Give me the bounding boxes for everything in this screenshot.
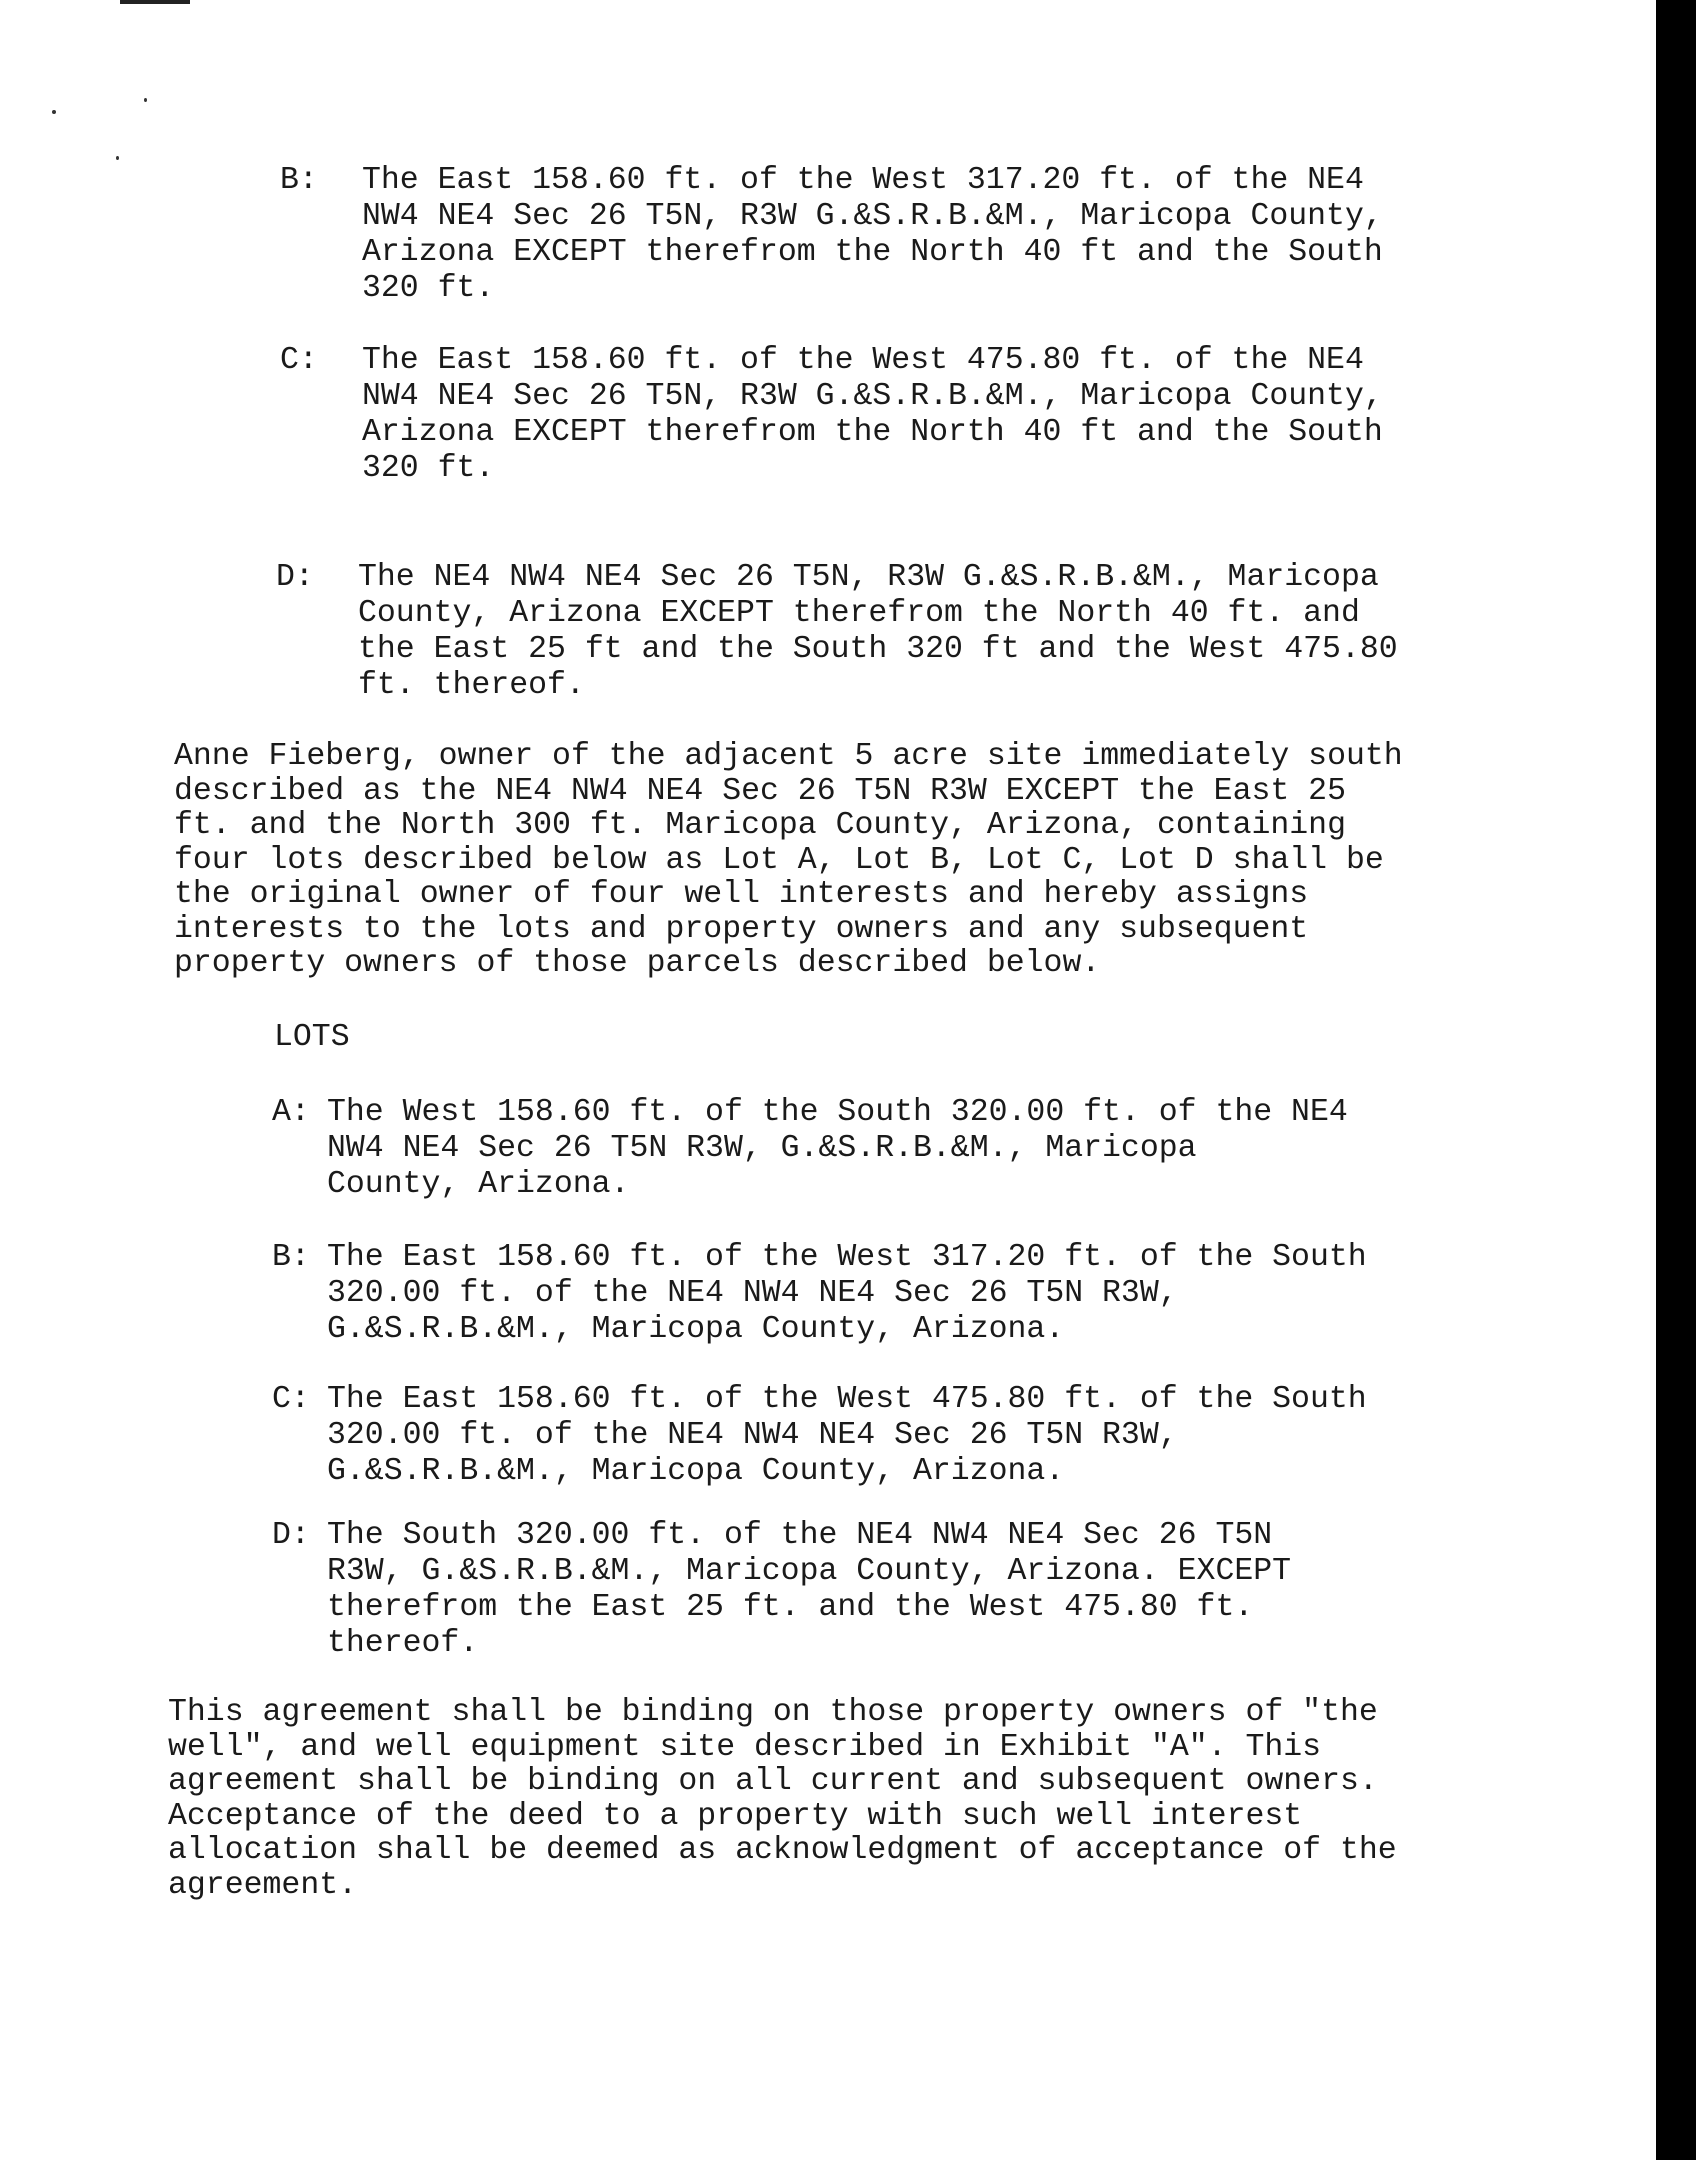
- lot-description: The East 158.60 ft. of the West 317.20 ft. of the South 320.00 ft. of the NE4 NW4 NE4 Sec 26 T5N R3W, G.&S.R.B.&M., Maricopa County, Arizona.: [327, 1240, 1367, 1347]
- lot-item-b: [272, 1240, 1367, 1348]
- parcel-item-c: [280, 343, 1383, 487]
- parcel-description: The East 158.60 ft. of the West 475.80 ft. of the NE4 NW4 NE4 Sec 26 T5N, R3W G.&S.R.B.&M., Maricopa County, Arizona EXCEPT therefrom the North 40 ft and the South 320 ft.: [362, 343, 1383, 486]
- scan-artifact-mark: [120, 0, 190, 4]
- assignment-paragraph: Anne Fieberg, owner of the adjacent 5 acre site immediately south described as the NE4 NW4 NE4 Sec 26 T5N R3W EXCEPT the East 25 ft. and the North 300 ft. Maricopa County, Arizona, containing four lots described below as Lot A, Lot B, Lot C, Lot D shall be the original owner of four well interests and hereby assigns interests to the lots and property owners and any subsequent property owners of those parcels described below.: [174, 739, 1403, 981]
- parcel-item-d: [276, 560, 1398, 704]
- lot-item-a: [272, 1095, 1348, 1203]
- lot-description: The West 158.60 ft. of the South 320.00 ft. of the NE4 NW4 NE4 Sec 26 T5N R3W, G.&S.R.B.&M., Maricopa County, Arizona.: [327, 1095, 1348, 1202]
- parcel-description: The NE4 NW4 NE4 Sec 26 T5N, R3W G.&S.R.B.&M., Maricopa County, Arizona EXCEPT therefrom the North 40 ft. and the East 25 ft and the South 320 ft and the West 475.80 ft. thereof.: [358, 560, 1398, 703]
- lot-letter: A:: [272, 1095, 310, 1130]
- lot-item-c: [272, 1382, 1367, 1490]
- binding-agreement-paragraph: This agreement shall be binding on those property owners of "the well", and well equipment site described in Exhibit "A". This agreement shall be binding on all current and subsequent owners. Acceptance of the deed to a property with such well interest allocation shall be deemed as acknowledgment of acceptance of the agreement.: [168, 1695, 1397, 1903]
- lot-description: The South 320.00 ft. of the NE4 NW4 NE4 Sec 26 T5N R3W, G.&S.R.B.&M., Maricopa County, Arizona. EXCEPT therefrom the East 25 ft. and the West 475.80 ft. thereof.: [327, 1518, 1292, 1661]
- lot-description: The East 158.60 ft. of the West 475.80 ft. of the South 320.00 ft. of the NE4 NW4 NE4 Sec 26 T5N R3W, G.&S.R.B.&M., Maricopa County, Arizona.: [327, 1382, 1367, 1489]
- parcel-letter: C:: [280, 343, 318, 378]
- lot-item-d: [272, 1518, 1291, 1662]
- lot-letter: C:: [272, 1382, 310, 1417]
- scan-speck: [116, 156, 119, 160]
- parcel-letter: D:: [276, 560, 314, 595]
- scan-speck: [144, 98, 147, 102]
- parcel-description: The East 158.60 ft. of the West 317.20 ft. of the NE4 NW4 NE4 Sec 26 T5N, R3W G.&S.R.B.&M., Maricopa County, Arizona EXCEPT therefrom the North 40 ft and the South 320 ft.: [362, 163, 1383, 306]
- parcel-item-b: [280, 163, 1383, 307]
- parcel-letter: B:: [280, 163, 318, 198]
- scan-edge-shadow: [1656, 0, 1696, 2160]
- lots-heading: LOTS: [274, 1020, 350, 1055]
- lot-letter: D:: [272, 1518, 310, 1553]
- lot-letter: B:: [272, 1240, 310, 1275]
- scan-speck: [52, 110, 56, 114]
